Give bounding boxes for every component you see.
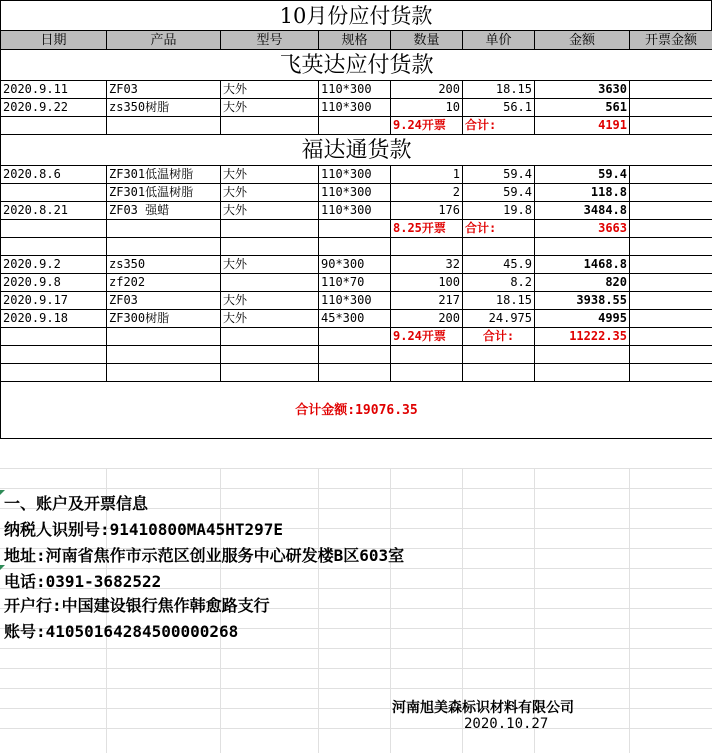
sheet-title: 10月份应付货款 bbox=[0, 0, 712, 32]
cell-qty[interactable]: 200 bbox=[391, 310, 463, 328]
cell-product[interactable]: ZF300树脂 bbox=[107, 310, 221, 328]
subtotal-value[interactable]: 4191 bbox=[535, 117, 630, 135]
cell-spec[interactable]: 110*300 bbox=[319, 184, 391, 202]
cell-product[interactable]: zs350树脂 bbox=[107, 99, 221, 117]
cell-spec[interactable]: 110*300 bbox=[319, 292, 391, 310]
cell-invoice[interactable] bbox=[630, 274, 712, 292]
cell-amount[interactable]: 3484.8 bbox=[535, 202, 630, 220]
cell-invoice[interactable] bbox=[630, 99, 712, 117]
cell-qty[interactable]: 10 bbox=[391, 99, 463, 117]
cell-product[interactable]: ZF301低温树脂 bbox=[107, 184, 221, 202]
empty-row bbox=[1, 346, 712, 364]
table-row bbox=[1, 274, 712, 292]
cell-invoice[interactable] bbox=[630, 202, 712, 220]
cell-model[interactable]: 大外 bbox=[221, 99, 319, 117]
table-row bbox=[1, 184, 712, 202]
cell-model[interactable]: 大外 bbox=[221, 184, 319, 202]
cell-amount[interactable]: 59.4 bbox=[535, 166, 630, 184]
cell-model[interactable]: 大外 bbox=[221, 202, 319, 220]
cell-date[interactable]: 2020.9.2 bbox=[1, 256, 107, 274]
document-date: 2020.10.27 bbox=[464, 716, 549, 732]
subtotal-label[interactable]: 合计: bbox=[463, 220, 535, 238]
cell-invoice[interactable] bbox=[630, 184, 712, 202]
section1-title[interactable]: 飞英达应付货款 bbox=[1, 50, 712, 81]
cell-date[interactable]: 2020.8.21 bbox=[1, 202, 107, 220]
cell-qty[interactable]: 32 bbox=[391, 256, 463, 274]
cell-spec[interactable]: 110*300 bbox=[319, 99, 391, 117]
cell-product[interactable]: ZF301低温树脂 bbox=[107, 166, 221, 184]
table-row bbox=[1, 310, 712, 328]
cell-model[interactable]: 大外 bbox=[221, 256, 319, 274]
table-row bbox=[1, 202, 712, 220]
invoice-note[interactable]: 8.25开票 bbox=[391, 220, 463, 238]
cell-qty[interactable]: 176 bbox=[391, 202, 463, 220]
grand-total-row bbox=[1, 382, 712, 439]
cell-model[interactable]: 大外 bbox=[221, 166, 319, 184]
cell-model[interactable]: 大外 bbox=[221, 81, 319, 99]
cell-invoice[interactable] bbox=[630, 81, 712, 99]
cell-amount[interactable]: 3938.55 bbox=[535, 292, 630, 310]
cell-qty[interactable]: 100 bbox=[391, 274, 463, 292]
cell-product[interactable]: ZF03 强蜡 bbox=[107, 202, 221, 220]
cell-invoice[interactable] bbox=[630, 292, 712, 310]
subtotal-value[interactable]: 11222.35 bbox=[535, 328, 630, 346]
cell-price[interactable]: 18.15 bbox=[463, 292, 535, 310]
header-date[interactable]: 日期 bbox=[1, 31, 107, 50]
cell-spec[interactable]: 110*300 bbox=[319, 202, 391, 220]
cell-spec[interactable]: 45*300 bbox=[319, 310, 391, 328]
table-row bbox=[1, 166, 712, 184]
address: 地址:河南省焦作市示范区创业服务中心研发楼B区603室 bbox=[4, 546, 405, 565]
invoice-note[interactable]: 9.24开票 bbox=[391, 328, 463, 346]
cell-date[interactable]: 2020.9.8 bbox=[1, 274, 107, 292]
cell-price[interactable]: 59.4 bbox=[463, 184, 535, 202]
section2-title[interactable]: 福达通货款 bbox=[1, 135, 712, 166]
cell-invoice[interactable] bbox=[630, 256, 712, 274]
cell-date[interactable]: 2020.9.22 bbox=[1, 99, 107, 117]
payables-table bbox=[0, 30, 712, 439]
subtotal-row bbox=[1, 328, 712, 346]
cell-date[interactable]: 2020.9.18 bbox=[1, 310, 107, 328]
cell-amount[interactable]: 561 bbox=[535, 99, 630, 117]
cell-price[interactable]: 19.8 bbox=[463, 202, 535, 220]
header-invoice[interactable]: 开票金额 bbox=[630, 31, 712, 50]
subtotal-label[interactable]: 合计: bbox=[463, 117, 535, 135]
cell-price[interactable]: 24.975 bbox=[463, 310, 535, 328]
header-product[interactable]: 产品 bbox=[107, 31, 221, 50]
cell-invoice[interactable] bbox=[630, 310, 712, 328]
empty-row bbox=[1, 364, 712, 382]
cell-amount[interactable]: 118.8 bbox=[535, 184, 630, 202]
subtotal-value[interactable]: 3663 bbox=[535, 220, 630, 238]
subtotal-row bbox=[1, 220, 712, 238]
cell-price[interactable]: 45.9 bbox=[463, 256, 535, 274]
table-row bbox=[1, 256, 712, 274]
cell-amount[interactable]: 1468.8 bbox=[535, 256, 630, 274]
cell-price[interactable]: 18.15 bbox=[463, 81, 535, 99]
bank: 开户行:中国建设银行焦作韩愈路支行 bbox=[4, 596, 270, 615]
cell-spec[interactable]: 110*300 bbox=[319, 81, 391, 99]
header-amount[interactable]: 金额 bbox=[535, 31, 630, 50]
cell-date[interactable]: 2020.8.6 bbox=[1, 166, 107, 184]
cell-date[interactable] bbox=[1, 184, 107, 202]
phone: 电话:0391-3682522 bbox=[4, 572, 162, 591]
cell-qty[interactable]: 200 bbox=[391, 81, 463, 99]
info-heading: 一、账户及开票信息 bbox=[4, 494, 149, 513]
cell-qty[interactable]: 1 bbox=[391, 166, 463, 184]
table-row bbox=[1, 99, 712, 117]
cell-date[interactable]: 2020.9.17 bbox=[1, 292, 107, 310]
cell-model[interactable] bbox=[221, 274, 319, 292]
cell-qty[interactable]: 2 bbox=[391, 184, 463, 202]
cell-model[interactable]: 大外 bbox=[221, 310, 319, 328]
header-price[interactable]: 单价 bbox=[463, 31, 535, 50]
invoice-note[interactable]: 9.24开票 bbox=[391, 117, 463, 135]
cell-price[interactable]: 56.1 bbox=[463, 99, 535, 117]
cell-product[interactable]: zs350 bbox=[107, 256, 221, 274]
section-title-row bbox=[1, 50, 712, 81]
cell-spec[interactable]: 110*300 bbox=[319, 166, 391, 184]
table-row bbox=[1, 292, 712, 310]
cell-spec[interactable]: 110*70 bbox=[319, 274, 391, 292]
cell-price[interactable]: 8.2 bbox=[463, 274, 535, 292]
cell-amount[interactable]: 820 bbox=[535, 274, 630, 292]
company-name: 河南旭美森标识材料有限公司 bbox=[392, 700, 574, 716]
header-qty[interactable]: 数量 bbox=[391, 31, 463, 50]
cell-product[interactable]: zf202 bbox=[107, 274, 221, 292]
cell-amount[interactable]: 3630 bbox=[535, 81, 630, 99]
header-model[interactable]: 型号 bbox=[221, 31, 319, 50]
cell-qty[interactable]: 217 bbox=[391, 292, 463, 310]
cell-price[interactable]: 59.4 bbox=[463, 166, 535, 184]
subtotal-row bbox=[1, 117, 712, 135]
table-row bbox=[1, 81, 712, 99]
header-row bbox=[1, 31, 712, 50]
cell-invoice[interactable] bbox=[630, 166, 712, 184]
cell-model[interactable]: 大外 bbox=[221, 292, 319, 310]
section-title-row bbox=[1, 135, 712, 166]
grand-total: 合计金额:19076.35 bbox=[295, 402, 418, 418]
subtotal-label[interactable]: 合计: bbox=[463, 328, 535, 346]
header-spec[interactable]: 规格 bbox=[319, 31, 391, 50]
cell-product[interactable]: ZF03 bbox=[107, 292, 221, 310]
cell-spec[interactable]: 90*300 bbox=[319, 256, 391, 274]
account-number: 账号:41050164284500000268 bbox=[4, 622, 239, 641]
tax-id: 纳税人识别号:91410800MA45HT297E bbox=[4, 520, 284, 539]
empty-row bbox=[1, 238, 712, 256]
cell-product[interactable]: ZF03 bbox=[107, 81, 221, 99]
cell-amount[interactable]: 4995 bbox=[535, 310, 630, 328]
cell-date[interactable]: 2020.9.11 bbox=[1, 81, 107, 99]
